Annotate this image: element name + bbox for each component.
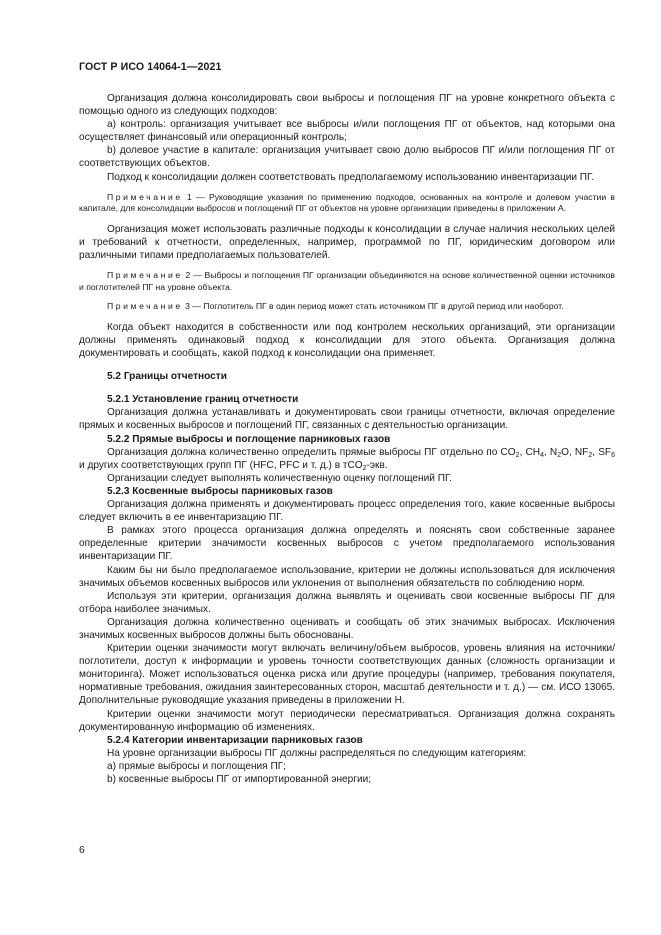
page-number: 6 — [79, 845, 85, 856]
section-heading-5-2: 5.2 Границы отчетности — [107, 371, 227, 383]
note-1 — [79, 192, 615, 215]
paragraph: Организация должна устанавливать и документировать свои границы отчетности, включая определение прямых и косвенных выбросов и поглощений ПГ, связанных с деятельностью организации. — [79, 407, 615, 432]
paragraph: В рамках этого процесса организация должна определять и пояснять свои собственные заранее определенные критерии значимости косвенных выбросов с учетом предполагаемого использования инвентаризации ПГ. — [79, 525, 615, 563]
paragraph: Организация должна количественно оценивать и сообщать об этих значимых выбросах. Исключения значимых косвенных выбросов должны быть обоснованы. — [79, 616, 615, 641]
list-item: b) долевое участие в капитале: организация учитывает свою долю выбросов ПГ и/или поглощения ПГ от соответствующих объектов. — [79, 145, 615, 170]
paragraph: Когда объект находится в собственности или под контролем нескольких организаций, эти организации должны применять одинаковый подход к консолидации для этого объекта. Организация должна документировать и сообщать, какой подход к консолидации она применяет. — [79, 321, 615, 360]
note-label: Примечание — [107, 191, 183, 202]
note-text: 2 — Выбросы и поглощения ПГ организации объединяются на основе количественной оценки источников и поглотителей ПГ на уровне объекта. — [79, 270, 615, 292]
note-text: 1 — Руководящие указания по применению подходов, основанных на контроле и долевом участии в капитале, для консолидации выбросов и поглощений ПГ от объектов на уровне организации приведены в приложении А. — [79, 191, 615, 214]
paragraph: Критерии оценки значимости могут включать величину/объем выбросов, уровень влияния на источники/поглотители, доступ к информации и уровень точности соответствующих данных (сложность организации и мониторинга). Может использоваться оценка риска или другие процедуры (например, требования покупателя, нормативные требования, ожидания заинтересованных сторон, масштаб деятельности и т. д.) — см. ИСО 13065. Дополнительные руководящие указания приведены в приложении Н. — [79, 643, 615, 707]
paragraph: Организация должна консолидировать свои выбросы и поглощения ПГ на уровне конкретного объекта с помощью одного из следующих подходов: — [79, 93, 615, 118]
note-label: Примечание — [107, 270, 183, 281]
paragraph: Организации следует выполнять количественную оценку поглощений ПГ. — [107, 472, 452, 484]
subsection-heading-5-2-2: 5.2.2 Прямые выбросы и поглощение парниковых газов — [107, 433, 391, 445]
page-body — [79, 92, 615, 786]
paragraph: Критерии оценки значимости могут периодически пересматриваться. Организация должна сохранять документированную информацию об изменениях. — [79, 708, 615, 733]
subsection-heading-5-2-1: 5.2.1 Установление границ отчетности — [107, 394, 299, 406]
paragraph: На уровне организации выбросы ПГ должны распределяться по следующим категориям: — [107, 747, 527, 759]
note-3 — [79, 301, 615, 313]
paragraph: Каким бы ни было предполагаемое использование, критерии не должны использоваться для исключения значимых объемов косвенных выбросов или уклонения от выполнения обязательств по соблюдению норм. — [79, 564, 615, 589]
note-text: 3 — Поглотитель ПГ в один период может стать источником ПГ в другой период или наоборот. — [182, 301, 564, 312]
note-label: Примечание — [107, 301, 183, 312]
subsection-heading-5-2-3: 5.2.3 Косвенные выбросы парниковых газов — [107, 485, 333, 497]
paragraph: Организация может использовать различные подходы к консолидации в случае наличия нескольких целей и требований к отчетности, определенных, например, программой по ПГ, юридическим договором или различными типами предполагаемых пользователей. — [79, 223, 615, 262]
list-item: а) контроль: организация учитывает все выбросы и/или поглощения ПГ от объектов, над которыми она осуществляет финансовый или операционный контроль; — [79, 119, 615, 144]
paragraph: Подход к консолидации должен соответствовать предполагаемому использованию инвентаризации ПГ. — [107, 171, 595, 183]
subsection-heading-5-2-4: 5.2.4 Категории инвентаризации парниковых газов — [107, 734, 363, 746]
note-2 — [79, 270, 615, 293]
paragraph: Используя эти критерии, организация должна выявлять и оценивать свои косвенные выбросы ПГ для отбора наиболее значимых. — [79, 590, 615, 615]
paragraph: Организация должна применять и документировать процесс определения того, какие косвенные выбросы следует включить в ее инвентаризацию ПГ. — [79, 499, 615, 524]
list-item: b) косвенные выбросы ПГ от импортированной энергии; — [107, 774, 372, 785]
standard-header: ГОСТ Р ИСО 14064-1—2021 — [79, 61, 222, 73]
list-item: а) прямые выбросы и поглощения ПГ; — [107, 760, 286, 772]
paragraph-gases: Организация должна количественно определить прямые выбросы ПГ отдельно по $CO_2$, $CH_4$, $N_2O$, $NF_2$, $SF_6$ и других соответствующих групп ПГ (HFC, PFC и т. д.) в тCO$_2$-экв. — [79, 446, 615, 472]
